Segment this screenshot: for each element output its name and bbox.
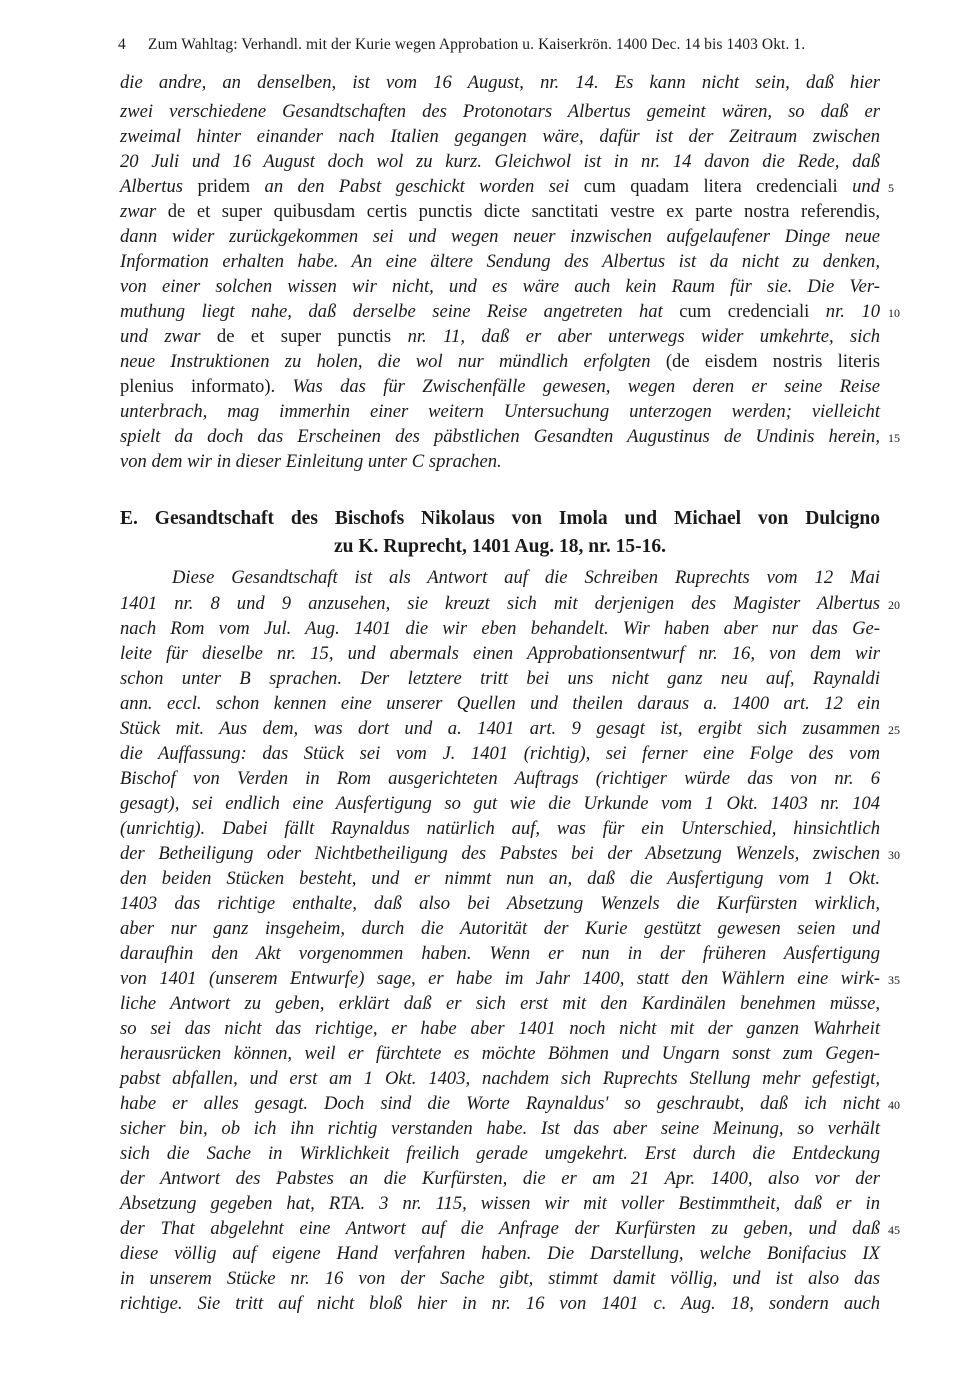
text-line <box>120 125 880 149</box>
text-segment: und <box>852 176 880 197</box>
text-line: (unrichtig). Dabei fällt Raynaldus natürlich auf, was für ein Unterschied, hinsichtlich <box>120 818 880 839</box>
text-segment: pridem <box>197 176 265 197</box>
text-line <box>120 250 880 274</box>
text-line: in unserem Stücke nr. 16 von der Sache gibt, stimmt damit völlig, und ist also das <box>120 1268 880 1289</box>
text-line <box>120 425 880 449</box>
text-line <box>120 450 880 474</box>
line-number: 15 <box>888 431 900 445</box>
text-segment: unterbrach, mag immerhin einer weitern Untersuchung unterzogen werden; vielleicht <box>120 401 880 422</box>
line-number: 45 <box>888 1223 900 1237</box>
text-line: habe er alles gesagt. Doch sind die Worte Raynaldus' so geschraubt, daß ich nicht <box>120 1093 880 1114</box>
text-segment: von einer solchen wissen wir nicht, und es wäre auch kein Raum für sie. Die Ver- <box>120 276 880 297</box>
text-segment: und zwar <box>120 326 217 347</box>
text-line: Bischof von Verden in Rom ausgerichteten Auftrags (richtiger würde das von nr. 6 <box>120 768 880 789</box>
text-line: ann. eccl. schon kennen eine unserer Quellen und theilen daraus a. 1400 art. 12 ein <box>120 693 880 714</box>
line-number: 5 <box>888 181 894 195</box>
text-line: aber nur ganz insgeheim, durch die Autorität der Kurie gestützt gewesen seien und <box>120 918 880 939</box>
line-number: 40 <box>888 1098 900 1112</box>
text-segment: (de eisdem nostris literis <box>665 351 880 372</box>
text-line <box>120 71 880 95</box>
line-number: 30 <box>888 848 900 862</box>
text-segment: nr. 11, daß er aber unterwegs wider umkehrte, sich <box>407 326 880 347</box>
text-line: liche Antwort zu geben, erklärt daß er sich erst mit den Kardinälen benehmen müsse, <box>120 993 880 1014</box>
text-line <box>120 325 880 349</box>
line-number: 35 <box>888 973 900 987</box>
text-line: pabst abfallen, und erst am 1 Okt. 1403, nachdem sich Ruprechts Stellung mehr gefestigt, <box>120 1068 880 1089</box>
text-segment: zwar <box>120 201 168 222</box>
text-line: daraufhin den Akt vorgenommen haben. Wenn er nun in der früheren Ausfertigung <box>120 943 880 964</box>
section-heading-line-1: E. Gesandtschaft des Bischofs Nikolaus von Imola und Michael von Dulcigno <box>120 508 880 529</box>
text-line <box>120 375 880 399</box>
text-line: der Antwort des Pabstes an die Kurfürsten, die er am 21 Apr. 1400, also vor der <box>120 1168 880 1189</box>
section-heading-line-2: zu K. Ruprecht, 1401 Aug. 18, nr. 15-16. <box>333 536 667 557</box>
text-line <box>120 275 880 299</box>
text-line: 1401 nr. 8 und 9 anzusehen, sie kreuzt sich mit derjenigen des Magister Albertus <box>120 593 880 614</box>
running-header <box>118 36 898 54</box>
text-segment: plenius informato). <box>120 376 293 397</box>
text-line: herausrücken können, weil er fürchtete es möchte Böhmen und Ungarn sonst zum Gegen- <box>120 1043 880 1064</box>
text-line <box>120 175 880 199</box>
text-line: Absetzung gegeben hat, RTA. 3 nr. 115, wissen wir mit voller Bestimmtheit, daß er in <box>120 1193 880 1214</box>
text-segment: spielt da doch das Erscheinen des päbstlichen Gesandten Augustinus de Undinis herein, <box>120 426 880 447</box>
text-segment: 20 Juli und 16 August doch wol zu kurz. Gleichwol ist in nr. 14 davon die Rede, daß <box>120 151 880 172</box>
text-line: so sei das nicht das richtige, er habe aber 1401 noch nicht mit der ganzen Wahrheit <box>120 1018 880 1039</box>
line-number: 25 <box>888 723 900 737</box>
text-segment: dann wider zurückgekommen sei und wegen neuer inzwischen aufgelaufener Dinge neue <box>120 226 880 247</box>
text-line: der Betheiligung oder Nichtbetheiligung des Pabstes bei der Absetzung Wenzels, zwischen <box>120 843 880 864</box>
text-line: gesagt), sei endlich eine Ausfertigung so gut wie die Urkunde vom 1 Okt. 1403 nr. 104 <box>120 793 880 814</box>
text-line <box>120 350 880 374</box>
text-segment: an den Pabst geschickt worden sei <box>264 176 584 197</box>
text-line: schon unter B sprachen. Der letztere tritt bei uns nicht ganz neu auf, Raynaldi <box>120 668 880 689</box>
text-line: 1403 das richtige enthalte, daß also bei Absetzung Wenzels die Kurfürsten wirklich, <box>120 893 880 914</box>
text-segment: Information erhalten habe. An eine ältere Sendung des Albertus ist da nicht zu denken, <box>120 251 880 272</box>
text-line: nach Rom vom Jul. Aug. 1401 die wir eben behandelt. Wir haben aber nur das Ge- <box>120 618 880 639</box>
text-line <box>120 225 880 249</box>
text-segment: zwei verschiedene Gesandtschaften des Protonotars Albertus gemeint wären, so daß er <box>120 101 880 122</box>
text-line: der That abgelehnt eine Antwort auf die Anfrage der Kurfürsten zu geben, und daß <box>120 1218 880 1239</box>
text-line: sicher bin, ob ich ihn richtig verstanden habe. Ist das aber seine Meinung, so verhält <box>120 1118 880 1139</box>
line-number: 10 <box>888 306 900 320</box>
text-line: den beiden Stücken besteht, und er nimmt nun an, daß die Ausfertigung vom 1 Okt. <box>120 868 880 889</box>
text-segment: cum credenciali <box>679 301 826 322</box>
text-segment: von dem wir in dieser Einleitung unter C sprachen. <box>120 451 502 472</box>
text-segment: de et super quibusdam certis punctis dicte sanctitati vestre ex parte nostra referendis, <box>167 201 880 222</box>
text-line: leite für dieselbe nr. 15, und abermals einen Approbationsentwurf nr. 16, von dem wir <box>120 643 880 664</box>
page-number: 4 <box>118 36 126 53</box>
text-line <box>120 200 880 224</box>
text-segment: de et super punctis <box>216 326 408 347</box>
text-segment: die andre, an denselben, ist vom 16 August, nr. 14. Es kann nicht sein, daß hier <box>120 72 880 93</box>
text-line: diese völlig auf eigene Hand verfahren haben. Die Darstellung, welche Bonifacius IX <box>120 1243 880 1264</box>
text-segment: cum quadam litera credenciali <box>583 176 853 197</box>
text-segment: Albertus <box>120 176 198 197</box>
text-line <box>120 100 880 124</box>
text-segment: zweimal hinter einander nach Italien gegangen wäre, dafür ist der Zeitraum zwischen <box>120 126 880 147</box>
text-segment: neue Instruktionen zu holen, die wol nur mündlich erfolgten <box>120 351 666 372</box>
text-segment: Was das für Zwischenfälle gewesen, wegen deren er seine Reise <box>292 376 880 397</box>
text-line: die Auffassung: das Stück sei vom J. 1401 (richtig), sei ferner eine Folge des vom <box>120 743 880 764</box>
text-line: Stück mit. Aus dem, was dort und a. 1401 art. 9 gesagt ist, ergibt sich zusammen <box>120 718 880 739</box>
text-line: Diese Gesandtschaft ist als Antwort auf die Schreiben Ruprechts vom 12 Mai <box>172 567 880 588</box>
line-number: 20 <box>888 598 900 612</box>
text-line <box>120 400 880 424</box>
text-line: sich die Sache in Wirklichkeit freilich gerade umgekehrt. Erst durch die Entdeckung <box>120 1143 880 1164</box>
text-line: von 1401 (unserem Entwurfe) sage, er habe im Jahr 1400, statt den Wählern eine wirk- <box>120 968 880 989</box>
text-line: richtige. Sie tritt auf nicht bloß hier in nr. 16 von 1401 c. Aug. 18, sondern auch <box>120 1293 880 1314</box>
running-title: Zum Wahltag: Verhandl. mit der Kurie wegen Approbation u. Kaiserkrön. 1400 Dec. 14 bis 1403 Okt. 1. <box>148 36 806 53</box>
text-line <box>120 300 880 324</box>
text-line <box>120 150 880 174</box>
text-segment: muthung liegt nahe, daß derselbe seine Reise angetreten hat <box>120 301 680 322</box>
text-segment: nr. 10 <box>825 301 880 322</box>
